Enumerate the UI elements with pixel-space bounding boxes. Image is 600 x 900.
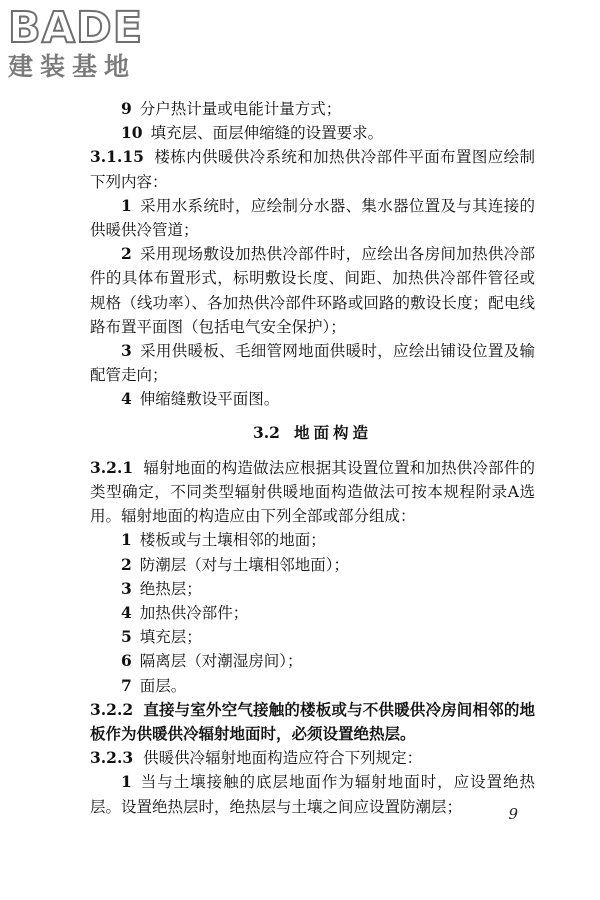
page-number: 9 [508,805,518,823]
list-item: 1 采用水系统时，应绘制分水器、集水器位置及与其连接的供暖供冷管道； [90,195,535,240]
logo-tagline: 建装基地 [8,52,137,81]
list-item: 5 填充层； [121,627,202,647]
clause-3-2-1: 3.2.1 辐射地面的构造做法应根据其设置位置和加热供冷部件的类型确定，不同类型辐射供暖地面构造做法可按本规程附录A选用。辐射地面的构造应由下列全部或部分组成： [90,457,535,526]
list-item: 3 采用供暖板、毛细管网地面供暖时，应绘出铺设位置及输配管走向； [90,341,535,385]
logo-brand-text: BADE [8,3,144,53]
list-item: 2 防潮层（对与土壤相邻地面）； [121,554,350,574]
list-item: 10 填充层、面层伸缩缝的设置要求。 [121,123,384,143]
list-item: 2 采用现场敷设加热供冷部件时，应绘出各房间加热供冷部件的具体布置形式，标明敷设长度、间距、加热供冷部件管径或规格（线功率）、各加热供冷部件环路或回路的敷设长度；配电线路布置平面图（包括电气安全保护）； [90,244,535,336]
list-item: 7 面层。 [121,675,187,695]
clause-3-2-3: 3.2.3 供暖供冷辐射地面构造应符合下列规定： [90,748,423,768]
list-item: 4 伸缩缝敷设平面图。 [121,389,280,409]
list-item: 6 隔离层（对潮湿房间）； [121,651,303,671]
clause-3-1-15: 3.1.15 楼栋内供暖供冷系统和加热供冷部件平面布置图应绘制下列内容： [90,147,535,191]
bade-logo [8,3,178,86]
document-body [90,97,535,819]
list-item: 4 加热供冷部件； [121,603,249,623]
section-heading: 3.2 地面构造 [253,422,372,442]
list-item: 3 绝热层； [121,578,202,598]
clause-3-2-2: 3.2.2 直接与室外空气接触的楼板或与不供暖供冷房间相邻的地板作为供暖供冷辐射地面时，必须设置绝热层。 [90,699,535,744]
list-item: 1 楼板或与土壤相邻的地面； [121,530,326,550]
list-item: 9 分户热计量或电能计量方式； [121,99,342,118]
list-item: 1 当与土壤接触的底层地面作为辐射地面时，应设置绝热层。设置绝热层时，绝热层与土壤之间应设置防潮层； [90,772,535,816]
